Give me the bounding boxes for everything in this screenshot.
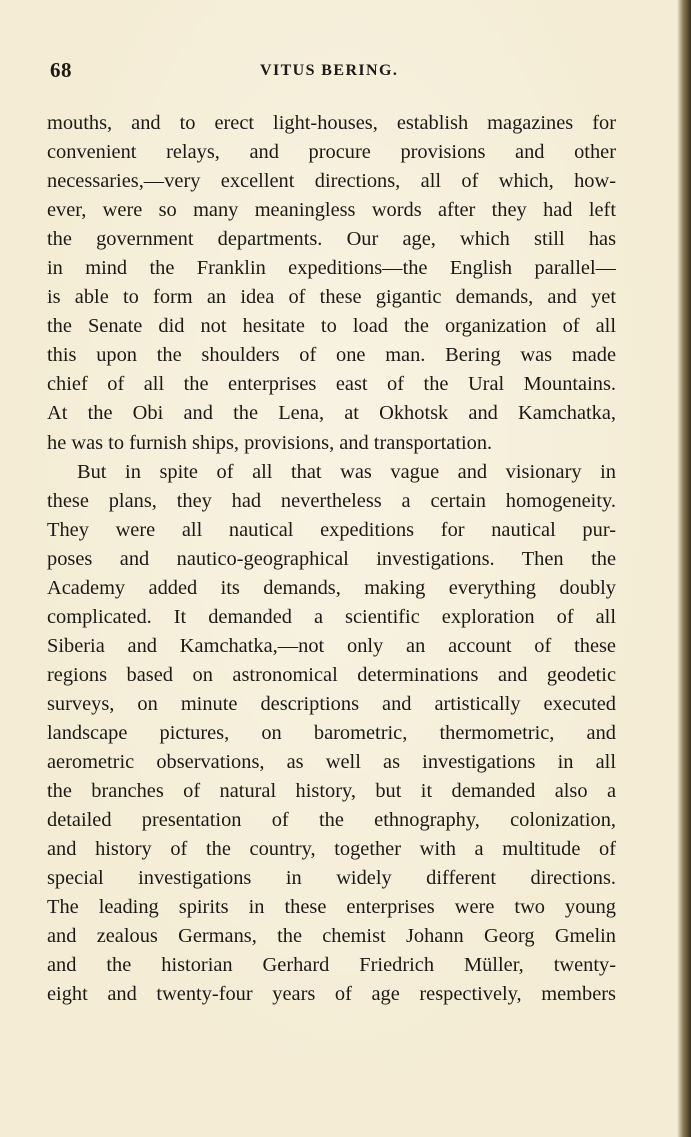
text-line: poses and nautico-geographical investigations. Then the bbox=[47, 547, 616, 570]
text-line: chief of all the enterprises east of the Ural Mountains. bbox=[47, 373, 616, 396]
body-text bbox=[47, 109, 616, 1009]
text-line: necessaries,—very excellent directions, all of which, how- bbox=[47, 170, 616, 193]
text-line: eight and twenty-four years of age respectively, members bbox=[47, 983, 616, 1006]
text-line: complicated. It demanded a scientific exploration of all bbox=[47, 605, 616, 628]
text-line: Siberia and Kamchatka,—not only an account of these bbox=[47, 634, 616, 657]
running-title: VITUS BERING. bbox=[260, 62, 399, 79]
text-line: these plans, they had nevertheless a certain homogeneity. bbox=[47, 489, 616, 512]
text-line: landscape pictures, on barometric, thermometric, and bbox=[47, 721, 616, 744]
text-line: The leading spirits in these enterprises were two young bbox=[47, 896, 616, 919]
page-number: 68 bbox=[50, 58, 72, 82]
text-line: the government departments. Our age, which still has bbox=[47, 228, 616, 251]
text-line: special investigations in widely different directions. bbox=[47, 867, 616, 890]
text-line: surveys, on minute descriptions and artistically executed bbox=[47, 692, 616, 715]
text-line: and zealous Germans, the chemist Johann Georg Gmelin bbox=[47, 925, 616, 948]
text-line: regions based on astronomical determinations and geodetic bbox=[47, 663, 616, 686]
text-line: the Senate did not hesitate to load the organization of all bbox=[47, 315, 616, 338]
text-line: But in spite of all that was vague and visionary in bbox=[77, 460, 616, 483]
text-line: and history of the country, together with a multitude of bbox=[47, 838, 616, 861]
text-line: At the Obi and the Lena, at Okhotsk and Kamchatka, bbox=[47, 402, 616, 425]
text-line: the branches of natural history, but it demanded also a bbox=[47, 780, 616, 803]
text-line: Academy added its demands, making everything doubly bbox=[47, 576, 616, 599]
text-line: ever, were so many meaningless words after they had left bbox=[47, 199, 616, 222]
page-edge-shadow bbox=[677, 0, 691, 1137]
text-line: in mind the Franklin expeditions—the English parallel— bbox=[47, 257, 616, 280]
text-line: detailed presentation of the ethnography, colonization, bbox=[47, 809, 616, 832]
text-line: and the historian Gerhard Friedrich Müller, twenty- bbox=[47, 954, 616, 977]
page-header bbox=[50, 58, 616, 88]
text-line: this upon the shoulders of one man. Bering was made bbox=[47, 344, 616, 367]
text-line: They were all nautical expeditions for nautical pur- bbox=[47, 518, 616, 541]
text-line: is able to form an idea of these gigantic demands, and yet bbox=[47, 286, 616, 309]
text-line: aerometric observations, as well as investigations in all bbox=[47, 751, 616, 774]
text-line: mouths, and to erect light-houses, establish magazines for bbox=[47, 112, 616, 134]
text-line: he was to furnish ships, provisions, and transportation. bbox=[47, 431, 493, 454]
text-line: convenient relays, and procure provisions and other bbox=[47, 141, 616, 164]
